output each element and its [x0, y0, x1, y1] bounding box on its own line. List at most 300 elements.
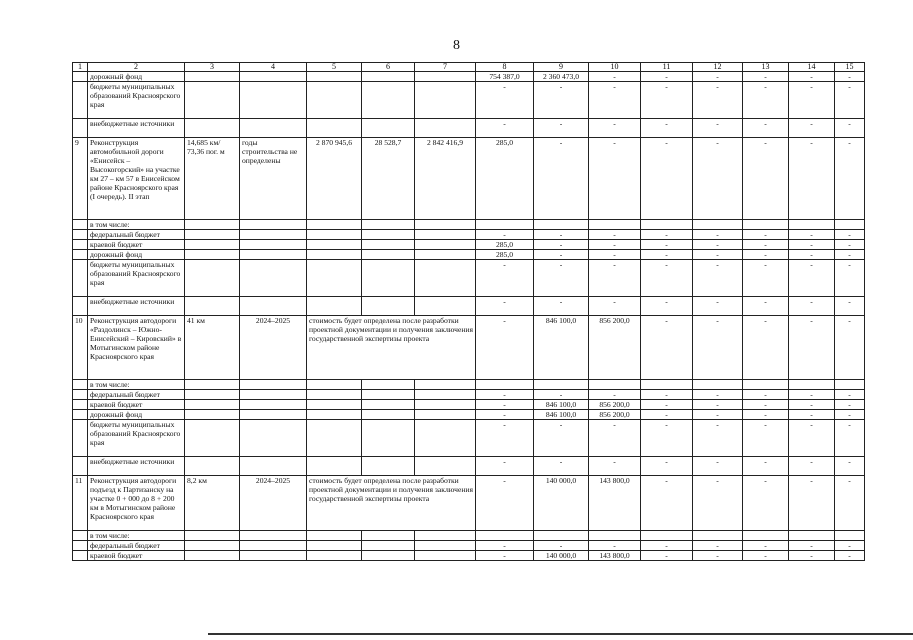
funding-value-cell: 754 387,0	[476, 72, 534, 82]
years-cell: 2024–2025	[240, 316, 307, 380]
funding-source-row	[73, 551, 865, 561]
row-number-cell	[73, 420, 88, 457]
row-name-cell: внебюджетные источники	[88, 457, 185, 476]
funding-value-cell: -	[641, 316, 693, 380]
row-number-cell	[73, 72, 88, 82]
column-number: 15	[835, 63, 865, 72]
funding-value-cell: -	[693, 250, 743, 260]
column-number: 2	[88, 63, 185, 72]
total-cost-cell	[307, 72, 362, 82]
funding-value-cell: -	[743, 82, 789, 119]
column-number: 11	[641, 63, 693, 72]
funding-value-cell: -	[476, 82, 534, 119]
funding-value-cell: -	[693, 410, 743, 420]
funding-value-cell: -	[789, 72, 835, 82]
column-number: 3	[185, 63, 240, 72]
funding-value-cell: -	[789, 138, 835, 220]
total-cost-cell	[307, 551, 362, 561]
remaining-cell	[415, 220, 476, 230]
column-number: 13	[743, 63, 789, 72]
funding-value-cell	[743, 531, 789, 541]
total-cost-cell	[307, 541, 362, 551]
capacity-cell	[185, 541, 240, 551]
funding-value-cell: -	[835, 260, 865, 297]
spent-cell	[362, 457, 415, 476]
funding-source-row	[73, 541, 865, 551]
funding-value-cell	[589, 531, 641, 541]
capacity-cell	[185, 260, 240, 297]
funding-value-cell: -	[743, 260, 789, 297]
row-name-cell: федеральный бюджет	[88, 390, 185, 400]
spent-cell	[362, 260, 415, 297]
years-cell	[240, 230, 307, 240]
funding-value-cell: -	[641, 541, 693, 551]
row-name-cell: Реконструкция автомобильной дороги «Енисейск – Высокогорский» на участке км 27 – км 57 в Енисейском районе Красноярского края (I очередь). II этап	[88, 138, 185, 220]
project-row	[73, 476, 865, 531]
row-name-cell: дорожный фонд	[88, 410, 185, 420]
spent-cell	[362, 72, 415, 82]
funding-value-cell: -	[743, 119, 789, 138]
funding-value-cell: -	[589, 541, 641, 551]
row-number-cell: 9	[73, 138, 88, 220]
funding-value-cell: -	[743, 138, 789, 220]
funding-value-cell: -	[743, 390, 789, 400]
funding-value-cell: -	[835, 82, 865, 119]
remaining-cell	[415, 457, 476, 476]
row-number-cell	[73, 457, 88, 476]
funding-value-cell	[743, 380, 789, 390]
funding-source-row	[73, 220, 865, 230]
funding-value-cell: -	[789, 260, 835, 297]
spent-cell	[362, 531, 415, 541]
years-cell	[240, 551, 307, 561]
funding-value-cell: -	[641, 72, 693, 82]
row-name-cell: дорожный фонд	[88, 72, 185, 82]
funding-value-cell: -	[693, 316, 743, 380]
funding-value-cell	[789, 380, 835, 390]
capacity-cell	[185, 380, 240, 390]
capacity-cell	[185, 297, 240, 316]
funding-value-cell: -	[693, 476, 743, 531]
funding-value-cell: -	[476, 119, 534, 138]
funding-value-cell: -	[693, 82, 743, 119]
funding-value-cell	[641, 380, 693, 390]
funding-value-cell: -	[589, 390, 641, 400]
column-number-row	[73, 63, 865, 72]
project-row	[73, 316, 865, 380]
capacity-cell	[185, 420, 240, 457]
funding-value-cell	[835, 220, 865, 230]
spent-cell	[362, 400, 415, 410]
funding-value-cell: -	[534, 240, 589, 250]
years-cell	[240, 297, 307, 316]
row-number-cell	[73, 230, 88, 240]
funding-value-cell: -	[693, 551, 743, 561]
funding-value-cell: -	[693, 390, 743, 400]
capacity-cell	[185, 82, 240, 119]
funding-value-cell: -	[835, 420, 865, 457]
row-number-cell	[73, 297, 88, 316]
funding-value-cell: -	[589, 240, 641, 250]
row-number-cell	[73, 260, 88, 297]
spent-cell	[362, 220, 415, 230]
funding-value-cell: -	[641, 230, 693, 240]
row-name-cell: Реконструкция автодороги «Раздолинск – Южно-Енисейский – Кировский» в Мотыгинском районе Красноярского края	[88, 316, 185, 380]
funding-source-row	[73, 240, 865, 250]
remaining-cell	[415, 240, 476, 250]
row-name-cell: внебюджетные источники	[88, 119, 185, 138]
row-number-cell	[73, 119, 88, 138]
total-cost-cell	[307, 240, 362, 250]
funding-value-cell: -	[835, 297, 865, 316]
funding-value-cell: -	[789, 476, 835, 531]
cost-note-cell: стоимость будет определена после разработки проектной документации и получения заключения государственной экспертизы проекта	[307, 316, 476, 380]
remaining-cell	[415, 72, 476, 82]
funding-value-cell: -	[743, 400, 789, 410]
funding-source-row	[73, 400, 865, 410]
funding-value-cell: -	[789, 316, 835, 380]
years-cell	[240, 250, 307, 260]
funding-value-cell: -	[693, 457, 743, 476]
capacity-cell	[185, 457, 240, 476]
page-number: 8	[453, 38, 460, 53]
total-cost-cell: 2 870 945,6	[307, 138, 362, 220]
funding-source-row	[73, 82, 865, 119]
funding-value-cell: -	[641, 420, 693, 457]
total-cost-cell	[307, 400, 362, 410]
row-number-cell: 11	[73, 476, 88, 531]
funding-value-cell: -	[789, 410, 835, 420]
remaining-cell	[415, 420, 476, 457]
funding-value-cell: -	[589, 260, 641, 297]
capacity-cell	[185, 531, 240, 541]
funding-value-cell: -	[534, 250, 589, 260]
funding-source-row	[73, 260, 865, 297]
funding-value-cell: -	[534, 541, 589, 551]
funding-value-cell: -	[476, 260, 534, 297]
funding-value-cell: -	[476, 420, 534, 457]
years-cell	[240, 240, 307, 250]
capacity-cell	[185, 400, 240, 410]
capacity-cell	[185, 240, 240, 250]
funding-value-cell: -	[534, 457, 589, 476]
funding-value-cell	[589, 380, 641, 390]
years-cell	[240, 380, 307, 390]
funding-value-cell: -	[641, 400, 693, 410]
funding-value-cell: -	[534, 138, 589, 220]
funding-value-cell: -	[641, 260, 693, 297]
funding-value-cell: -	[835, 250, 865, 260]
row-name-cell: дорожный фонд	[88, 250, 185, 260]
funding-value-cell: 2 360 473,0	[534, 72, 589, 82]
funding-value-cell: -	[476, 316, 534, 380]
remaining-cell: 2 842 416,9	[415, 138, 476, 220]
funding-value-cell: -	[589, 297, 641, 316]
column-number: 4	[240, 63, 307, 72]
funding-value-cell: -	[641, 240, 693, 250]
funding-value-cell: -	[641, 476, 693, 531]
funding-source-row	[73, 420, 865, 457]
funding-value-cell: -	[641, 390, 693, 400]
funding-value-cell: -	[743, 230, 789, 240]
row-number-cell	[73, 531, 88, 541]
total-cost-cell	[307, 390, 362, 400]
total-cost-cell	[307, 220, 362, 230]
funding-value-cell: -	[534, 420, 589, 457]
remaining-cell	[415, 380, 476, 390]
remaining-cell	[415, 410, 476, 420]
funding-value-cell	[789, 220, 835, 230]
funding-value-cell: -	[641, 82, 693, 119]
funding-value-cell: -	[641, 250, 693, 260]
funding-source-row	[73, 380, 865, 390]
funding-value-cell: -	[641, 410, 693, 420]
column-number: 1	[73, 63, 88, 72]
spent-cell	[362, 390, 415, 400]
capacity-cell	[185, 390, 240, 400]
funding-value-cell: -	[589, 420, 641, 457]
remaining-cell	[415, 250, 476, 260]
years-cell	[240, 410, 307, 420]
funding-source-row	[73, 230, 865, 240]
funding-value-cell: -	[589, 250, 641, 260]
funding-value-cell: -	[835, 240, 865, 250]
funding-value-cell: 285,0	[476, 240, 534, 250]
capacity-cell	[185, 410, 240, 420]
funding-value-cell	[476, 380, 534, 390]
row-number-cell	[73, 541, 88, 551]
funding-value-cell: -	[789, 420, 835, 457]
funding-value-cell: -	[534, 260, 589, 297]
row-name-cell: в том числе:	[88, 531, 185, 541]
funding-value-cell: -	[743, 420, 789, 457]
funding-value-cell: 143 800,0	[589, 476, 641, 531]
remaining-cell	[415, 82, 476, 119]
spent-cell: 28 528,7	[362, 138, 415, 220]
funding-value-cell: -	[476, 551, 534, 561]
funding-value-cell: -	[789, 240, 835, 250]
funding-value-cell: -	[693, 230, 743, 240]
remaining-cell	[415, 541, 476, 551]
funding-value-cell: -	[693, 260, 743, 297]
funding-value-cell: -	[835, 138, 865, 220]
years-cell	[240, 400, 307, 410]
funding-source-row	[73, 390, 865, 400]
spent-cell	[362, 551, 415, 561]
spent-cell	[362, 82, 415, 119]
funding-value-cell: -	[589, 138, 641, 220]
total-cost-cell	[307, 82, 362, 119]
funding-value-cell: -	[534, 82, 589, 119]
funding-value-cell: -	[641, 551, 693, 561]
funding-value-cell: -	[534, 297, 589, 316]
years-cell	[240, 457, 307, 476]
funding-value-cell	[534, 531, 589, 541]
funding-value-cell: -	[789, 82, 835, 119]
funding-value-cell: -	[835, 119, 865, 138]
funding-value-cell: -	[534, 390, 589, 400]
years-cell	[240, 531, 307, 541]
capacity-cell: 8,2 км	[185, 476, 240, 531]
capacity-cell	[185, 250, 240, 260]
spent-cell	[362, 230, 415, 240]
funding-value-cell: -	[743, 297, 789, 316]
spent-cell	[362, 250, 415, 260]
funding-value-cell	[641, 220, 693, 230]
funding-value-cell	[693, 220, 743, 230]
capacity-cell: 41 км	[185, 316, 240, 380]
funding-value-cell: -	[589, 72, 641, 82]
years-cell: годы строительства не определены	[240, 138, 307, 220]
funding-value-cell	[476, 531, 534, 541]
row-name-cell: краевой бюджет	[88, 551, 185, 561]
row-name-cell: краевой бюджет	[88, 240, 185, 250]
project-row	[73, 138, 865, 220]
column-number: 14	[789, 63, 835, 72]
capacity-cell: 14,685 км/ 73,36 пог. м	[185, 138, 240, 220]
remaining-cell	[415, 390, 476, 400]
funding-value-cell: -	[789, 230, 835, 240]
funding-source-row	[73, 297, 865, 316]
row-name-cell: федеральный бюджет	[88, 541, 185, 551]
funding-value-cell: -	[589, 457, 641, 476]
funding-value-cell: -	[835, 541, 865, 551]
spent-cell	[362, 420, 415, 457]
remaining-cell	[415, 551, 476, 561]
remaining-cell	[415, 400, 476, 410]
funding-value-cell: 856 200,0	[589, 410, 641, 420]
total-cost-cell	[307, 260, 362, 297]
funding-value-cell: -	[476, 400, 534, 410]
total-cost-cell	[307, 119, 362, 138]
funding-value-cell	[534, 380, 589, 390]
funding-value-cell: 846 100,0	[534, 316, 589, 380]
funding-value-cell: -	[789, 390, 835, 400]
funding-value-cell: -	[743, 316, 789, 380]
years-cell: 2024–2025	[240, 476, 307, 531]
funding-value-cell: -	[743, 410, 789, 420]
funding-value-cell: 140 000,0	[534, 476, 589, 531]
row-number-cell	[73, 82, 88, 119]
funding-value-cell: -	[835, 551, 865, 561]
funding-value-cell: -	[789, 250, 835, 260]
row-name-cell: в том числе:	[88, 380, 185, 390]
column-number: 5	[307, 63, 362, 72]
funding-value-cell	[641, 531, 693, 541]
funding-value-cell: -	[835, 400, 865, 410]
funding-source-row	[73, 119, 865, 138]
funding-value-cell: 856 200,0	[589, 400, 641, 410]
funding-value-cell	[835, 380, 865, 390]
column-number: 12	[693, 63, 743, 72]
funding-value-cell: -	[789, 119, 835, 138]
years-cell	[240, 420, 307, 457]
row-name-cell: федеральный бюджет	[88, 230, 185, 240]
funding-value-cell: -	[589, 230, 641, 240]
funding-value-cell: -	[693, 72, 743, 82]
funding-value-cell: -	[789, 541, 835, 551]
years-cell	[240, 390, 307, 400]
funding-value-cell: -	[476, 230, 534, 240]
funding-value-cell: -	[476, 410, 534, 420]
funding-value-cell: -	[835, 457, 865, 476]
total-cost-cell	[307, 380, 362, 390]
capacity-cell	[185, 220, 240, 230]
funding-value-cell: 856 200,0	[589, 316, 641, 380]
row-number-cell	[73, 250, 88, 260]
funding-value-cell: -	[476, 541, 534, 551]
row-name-cell: в том числе:	[88, 220, 185, 230]
funding-value-cell: -	[789, 457, 835, 476]
spent-cell	[362, 541, 415, 551]
row-name-cell: бюджеты муниципальных образований Красноярского края	[88, 82, 185, 119]
funding-source-row	[73, 250, 865, 260]
funding-value-cell: -	[476, 297, 534, 316]
funding-value-cell: 846 100,0	[534, 410, 589, 420]
funding-value-cell: -	[743, 457, 789, 476]
row-number-cell	[73, 380, 88, 390]
funding-value-cell: -	[641, 138, 693, 220]
row-number-cell	[73, 220, 88, 230]
funding-value-cell: -	[743, 541, 789, 551]
funding-value-cell: -	[641, 119, 693, 138]
funding-value-cell: -	[476, 390, 534, 400]
funding-value-cell	[743, 220, 789, 230]
funding-value-cell: -	[835, 230, 865, 240]
funding-value-cell	[476, 220, 534, 230]
cost-note-cell: стоимость будет определена после разработки проектной документации и получения заключения государственной экспертизы проекта	[307, 476, 476, 531]
funding-value-cell: -	[693, 138, 743, 220]
row-name-cell: внебюджетные источники	[88, 297, 185, 316]
funding-value-cell: -	[789, 400, 835, 410]
funding-value-cell: -	[641, 297, 693, 316]
funding-value-cell: -	[476, 457, 534, 476]
funding-value-cell: -	[835, 390, 865, 400]
scan-edge-line	[208, 633, 913, 635]
row-number-cell	[73, 240, 88, 250]
row-name-cell: Реконструкция автодороги подъезд к Партизанску на участке 0 + 000 до 8 + 200 км в Мотыгинском районе Красноярского края	[88, 476, 185, 531]
spent-cell	[362, 119, 415, 138]
row-number-cell	[73, 400, 88, 410]
funding-value-cell: -	[743, 551, 789, 561]
row-number-cell	[73, 410, 88, 420]
years-cell	[240, 220, 307, 230]
years-cell	[240, 260, 307, 297]
funding-value-cell: -	[589, 82, 641, 119]
funding-value-cell: -	[835, 410, 865, 420]
column-number: 9	[534, 63, 589, 72]
row-name-cell: бюджеты муниципальных образований Красноярского края	[88, 420, 185, 457]
remaining-cell	[415, 531, 476, 541]
remaining-cell	[415, 297, 476, 316]
total-cost-cell	[307, 297, 362, 316]
funding-value-cell: -	[789, 297, 835, 316]
funding-value-cell	[835, 531, 865, 541]
spent-cell	[362, 240, 415, 250]
funding-source-row	[73, 72, 865, 82]
capacity-cell	[185, 551, 240, 561]
remaining-cell	[415, 230, 476, 240]
funding-value-cell: -	[835, 316, 865, 380]
years-cell	[240, 82, 307, 119]
funding-value-cell: 846 100,0	[534, 400, 589, 410]
funding-value-cell: -	[693, 240, 743, 250]
column-number: 6	[362, 63, 415, 72]
spent-cell	[362, 380, 415, 390]
funding-value-cell: -	[693, 420, 743, 457]
funding-value-cell: -	[789, 551, 835, 561]
funding-source-row	[73, 457, 865, 476]
